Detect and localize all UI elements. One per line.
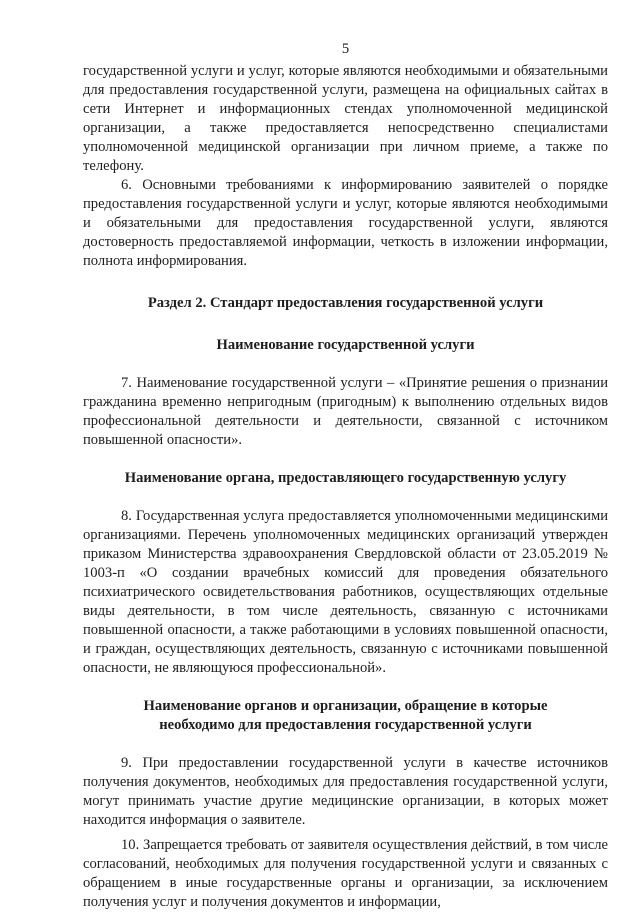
organizations-heading-line-2: необходимо для предоставления государственной услуги (159, 717, 532, 733)
page-number: 5 (341, 41, 350, 57)
spacer (83, 271, 608, 294)
spacer (83, 678, 608, 697)
paragraph-8: 8. Государственная услуга предоставляется уполномоченными медицинскими организациями. Перечень уполномоченных медицинских организаций утвержден приказом Министерства здравоохранения Свердловской области от 23.05.2019 № 1003-п «О создании врачебных комиссий для проведения обязательного психиатрического освидетельствования работников, осуществляющих отдельные виды деятельности, в том числе деятельность, связанную с источниками повышенной опасности, а также работающими в условиях повышенной опасности, и граждан, осуществляющих деятельность, связанную с источниками повышенной опасности, не являющуюся профессиональной». (83, 508, 608, 676)
organizations-heading-line-1: Наименование органов и организации, обращение в которые (143, 698, 548, 714)
spacer (83, 355, 608, 374)
paragraph-6: 6. Основными требованиями к информированию заявителей о порядке предоставления государственной услуги и услуг, которые являются необходимыми и обязательными для предоставления государственной услуги, являются достоверность предоставляемой информации, четкость в изложении информации, полнота информирования. (83, 177, 608, 269)
paragraph-9: 9. При предоставлении государственной услуги в качестве источников получения документов, необходимых для предоставления государственной услуги, могут принимать участие другие медицинские организации, в которых может находится информация о заявителе. (83, 755, 608, 828)
spacer (83, 488, 608, 507)
spacer (83, 313, 608, 336)
paragraph-informing-continued: государственной услуги и услуг, которые являются необходимыми и обязательными для предоставления государственной услуги, размещена на официальных сайтах в сети Интернет и информационных стендах уполномоченной медицинской организации, а также предоставляется непосредственно специалистами уполномоченной медицинской организации при личном приеме, а также по телефону. (83, 63, 608, 174)
spacer (83, 450, 608, 469)
spacer (83, 735, 608, 754)
paragraph-10: 10. Запрещается требовать от заявителя осуществления действий, в том числе согласований, необходимых для получения государственной услуги и связанных с обращением в иные государственные органы и организации, за исключением получения услуг и получения документов и информации, (83, 837, 608, 910)
paragraph-7: 7. Наименование государственной услуги – «Принятие решения о признании гражданина временно непригодным (пригодным) к выполнению отдельных видов профессиональной деятельности и деятельности, связанной с источником повышенной опасности». (83, 375, 608, 448)
service-name-heading: Наименование государственной услуги (216, 337, 475, 353)
section-2-heading: Раздел 2. Стандарт предоставления государственной услуги (147, 295, 544, 311)
authority-name-heading: Наименование органа, предоставляющего государственную услугу (124, 470, 567, 486)
